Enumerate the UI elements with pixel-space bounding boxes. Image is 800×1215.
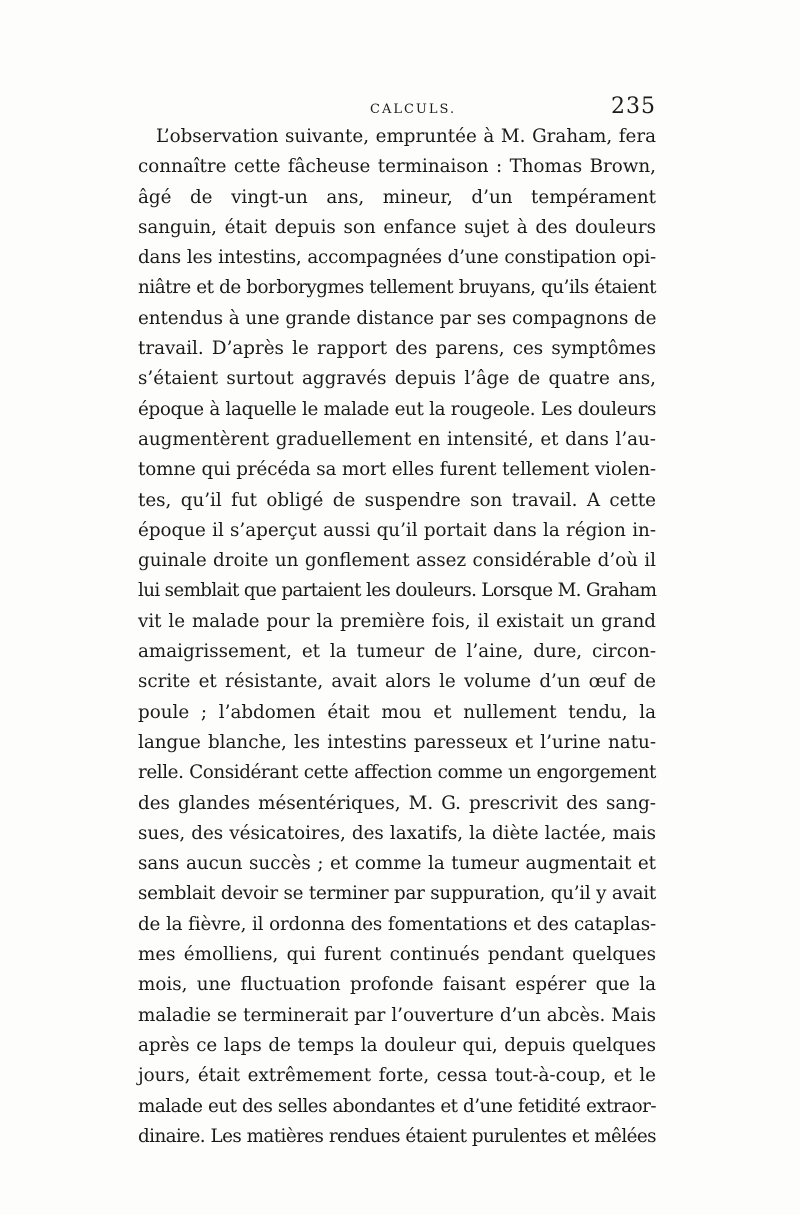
text-line: relle. Considérant cette affection comme un engorgement (138, 762, 656, 784)
text-line: travail. D’après le rapport des parens, ces symptômes (138, 338, 656, 360)
text-line: âgé de vingt-un ans, mineur, d’un tempérament (138, 186, 656, 208)
text-line: lui semblait que partaient les douleurs. Lorsque M. Graham (138, 580, 657, 602)
text-line: maladie se terminerait par l’ouverture d’un abcès. Mais (138, 1004, 656, 1026)
text-line: sanguin, était depuis son enfance sujet à des douleurs (138, 216, 656, 238)
text-line: des glandes mésentériques, M. G. prescrivit des sang- (138, 792, 656, 814)
text-line: vit le malade pour la première fois, il existait un grand (138, 610, 656, 632)
text-line: L’observation suivante, empruntée à M. Graham, fera (156, 126, 656, 147)
text-line: niâtre et de borborygmes tellement bruyans, qu’ils étaient (138, 277, 656, 299)
text-line: dinaire. Les matières rendues étaient purulentes et mêlées (138, 1125, 656, 1147)
text-line: s’étaient surtout aggravés depuis l’âge de quatre ans, (138, 368, 656, 390)
text-line: dans les intestins, accompagnées d’une constipation opi- (138, 247, 656, 269)
text-line: jours, était extrêmement forte, cessa tout-à-coup, et le (138, 1065, 656, 1087)
text-line: amaigrissement, et la tumeur de l’aine, dure, circon- (138, 641, 656, 663)
text-line: guinale droite un gonflement assez considérable d’où il (138, 550, 656, 572)
page-number: 235 (611, 94, 656, 119)
text-line: de la fièvre, il ordonna des fomentations et des cataplas- (138, 913, 656, 935)
running-title: CALCULS. (370, 102, 457, 117)
text-line: sans aucun succès ; et comme la tumeur augmentait et (138, 853, 656, 875)
text-line: mois, une fluctuation profonde faisant espérer que la (138, 974, 656, 996)
text-line: tomne qui précéda sa mort elles furent tellement violen- (138, 459, 656, 481)
running-head (138, 94, 656, 124)
text-line: poule ; l’abdomen était mou et nullement tendu, la (138, 701, 656, 723)
text-line: semblait devoir se terminer par suppuration, qu’il y avait (138, 883, 656, 905)
text-line: scrite et résistante, avait alors le volume d’un œuf de (138, 671, 656, 693)
text-line: augmentèrent graduellement en intensité, et dans l’au- (138, 428, 656, 450)
text-line: malade eut des selles abondantes et d’une fetidité extraor- (138, 1095, 656, 1117)
text-line: mes émolliens, qui furent continués pendant quelques (138, 944, 656, 966)
text-line: après ce laps de temps la douleur qui, depuis quelques (138, 1034, 656, 1056)
text-line: époque il s’aperçut aussi qu’il portait dans la région in- (138, 519, 656, 541)
text-line: langue blanche, les intestins paresseux et l’urine natu- (138, 731, 656, 753)
text-line: connaître cette fâcheuse terminaison : Thomas Brown, (138, 156, 656, 178)
body-text (138, 122, 656, 1152)
text-line: époque à laquelle le malade eut la rougeole. Les douleurs (138, 398, 656, 420)
text-line: sues, des vésicatoires, des laxatifs, la diète lactée, mais (138, 822, 656, 844)
text-line: tes, qu’il fut obligé de suspendre son travail. A cette (138, 489, 656, 511)
text-line: entendus à une grande distance par ses compagnons de (138, 307, 657, 329)
